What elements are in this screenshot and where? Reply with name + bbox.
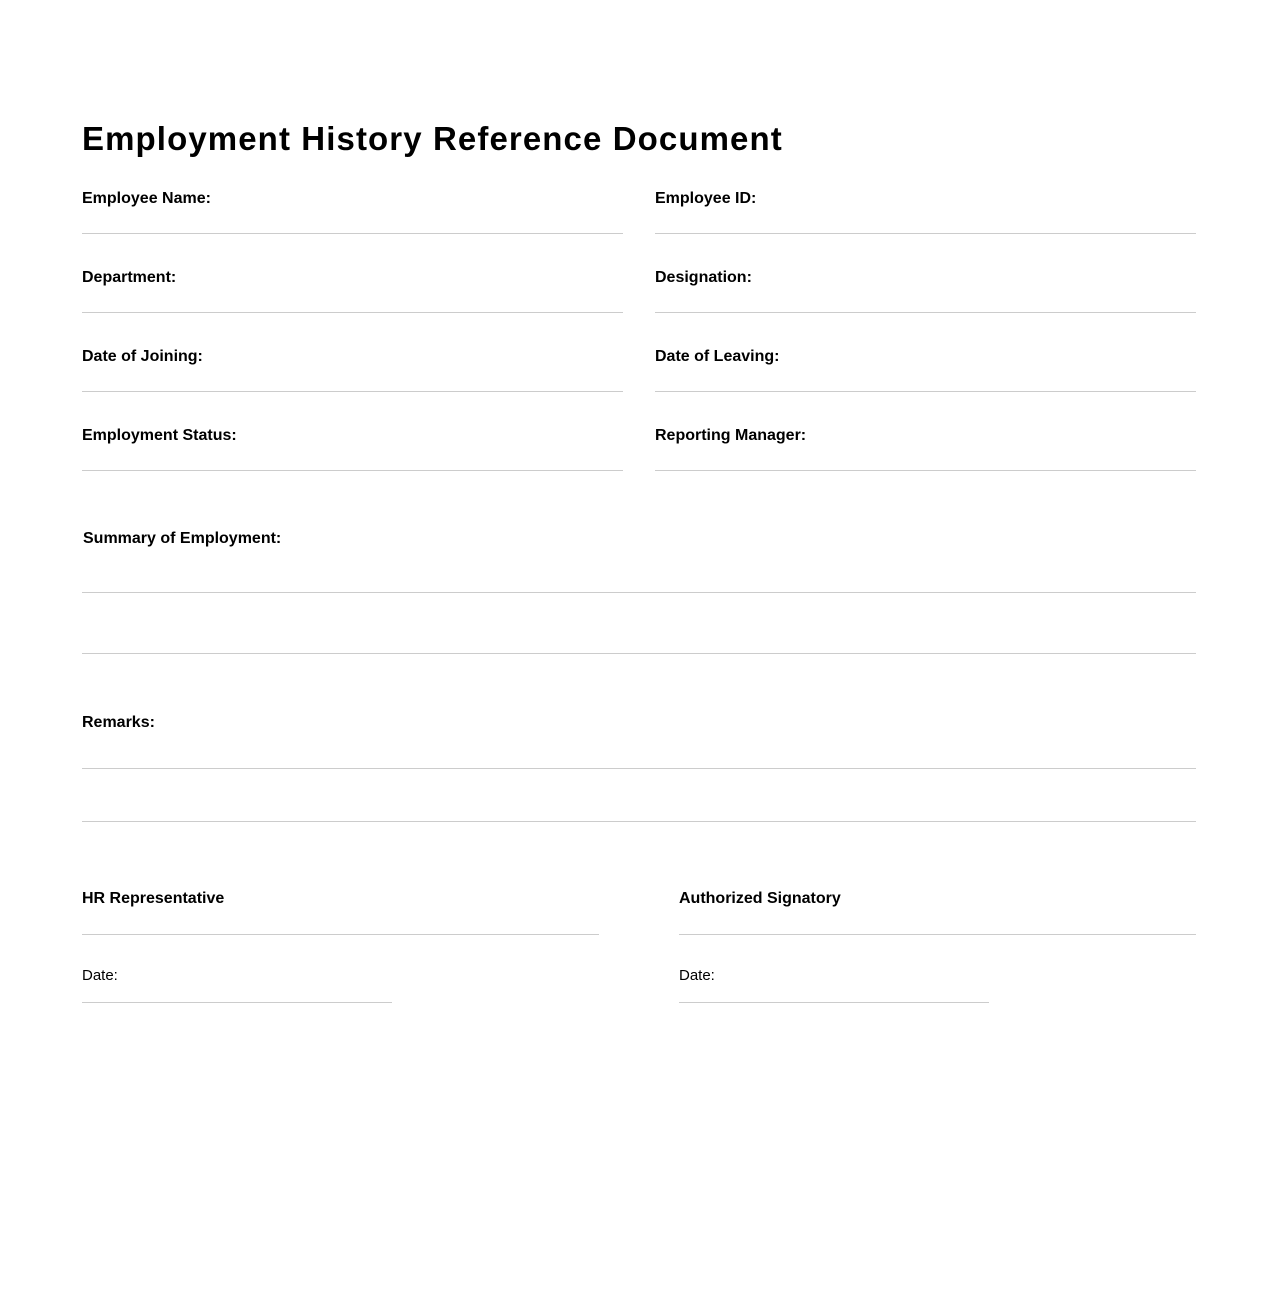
date-of-joining-line — [82, 391, 623, 392]
summary-label: Summary of Employment: — [83, 530, 282, 547]
employee-id-field[interactable] — [655, 189, 1196, 249]
date-of-joining-field[interactable] — [82, 347, 623, 407]
employment-status-field[interactable] — [82, 426, 623, 486]
employee-id-label: Employee ID: — [655, 190, 757, 207]
employment-status-label: Employment Status: — [82, 427, 237, 444]
date-of-leaving-field[interactable] — [655, 347, 1196, 407]
designation-line — [655, 312, 1196, 313]
document-page — [82, 0, 1196, 1300]
signatory-date-line[interactable] — [679, 1002, 989, 1003]
designation-label: Designation: — [655, 269, 752, 286]
hr-date-label: Date: — [82, 967, 118, 984]
employee-name-line — [82, 233, 623, 234]
authorized-signatory-label: Authorized Signatory — [679, 890, 841, 907]
department-field[interactable] — [82, 268, 623, 328]
employee-id-line — [655, 233, 1196, 234]
remarks-line-1[interactable] — [82, 768, 1196, 769]
date-of-leaving-line — [655, 391, 1196, 392]
authorized-signatory-signature-line[interactable] — [679, 934, 1196, 935]
department-label: Department: — [82, 269, 177, 286]
remarks-label: Remarks: — [82, 714, 155, 731]
reporting-manager-line — [655, 470, 1196, 471]
hr-date-line[interactable] — [82, 1002, 392, 1003]
designation-field[interactable] — [655, 268, 1196, 328]
summary-line-2[interactable] — [82, 653, 1196, 654]
summary-line-1[interactable] — [82, 592, 1196, 593]
remarks-line-2[interactable] — [82, 821, 1196, 822]
employee-name-field[interactable] — [82, 189, 623, 249]
hr-representative-label: HR Representative — [82, 890, 225, 907]
document-title: Employment History Reference Document — [82, 120, 783, 157]
signatory-date-label: Date: — [679, 967, 715, 984]
reporting-manager-field[interactable] — [655, 426, 1196, 486]
date-of-joining-label: Date of Joining: — [82, 348, 203, 365]
employment-status-line — [82, 470, 623, 471]
department-line — [82, 312, 623, 313]
hr-representative-signature-line[interactable] — [82, 934, 599, 935]
employee-name-label: Employee Name: — [82, 190, 211, 207]
reporting-manager-label: Reporting Manager: — [655, 427, 807, 444]
date-of-leaving-label: Date of Leaving: — [655, 348, 780, 365]
